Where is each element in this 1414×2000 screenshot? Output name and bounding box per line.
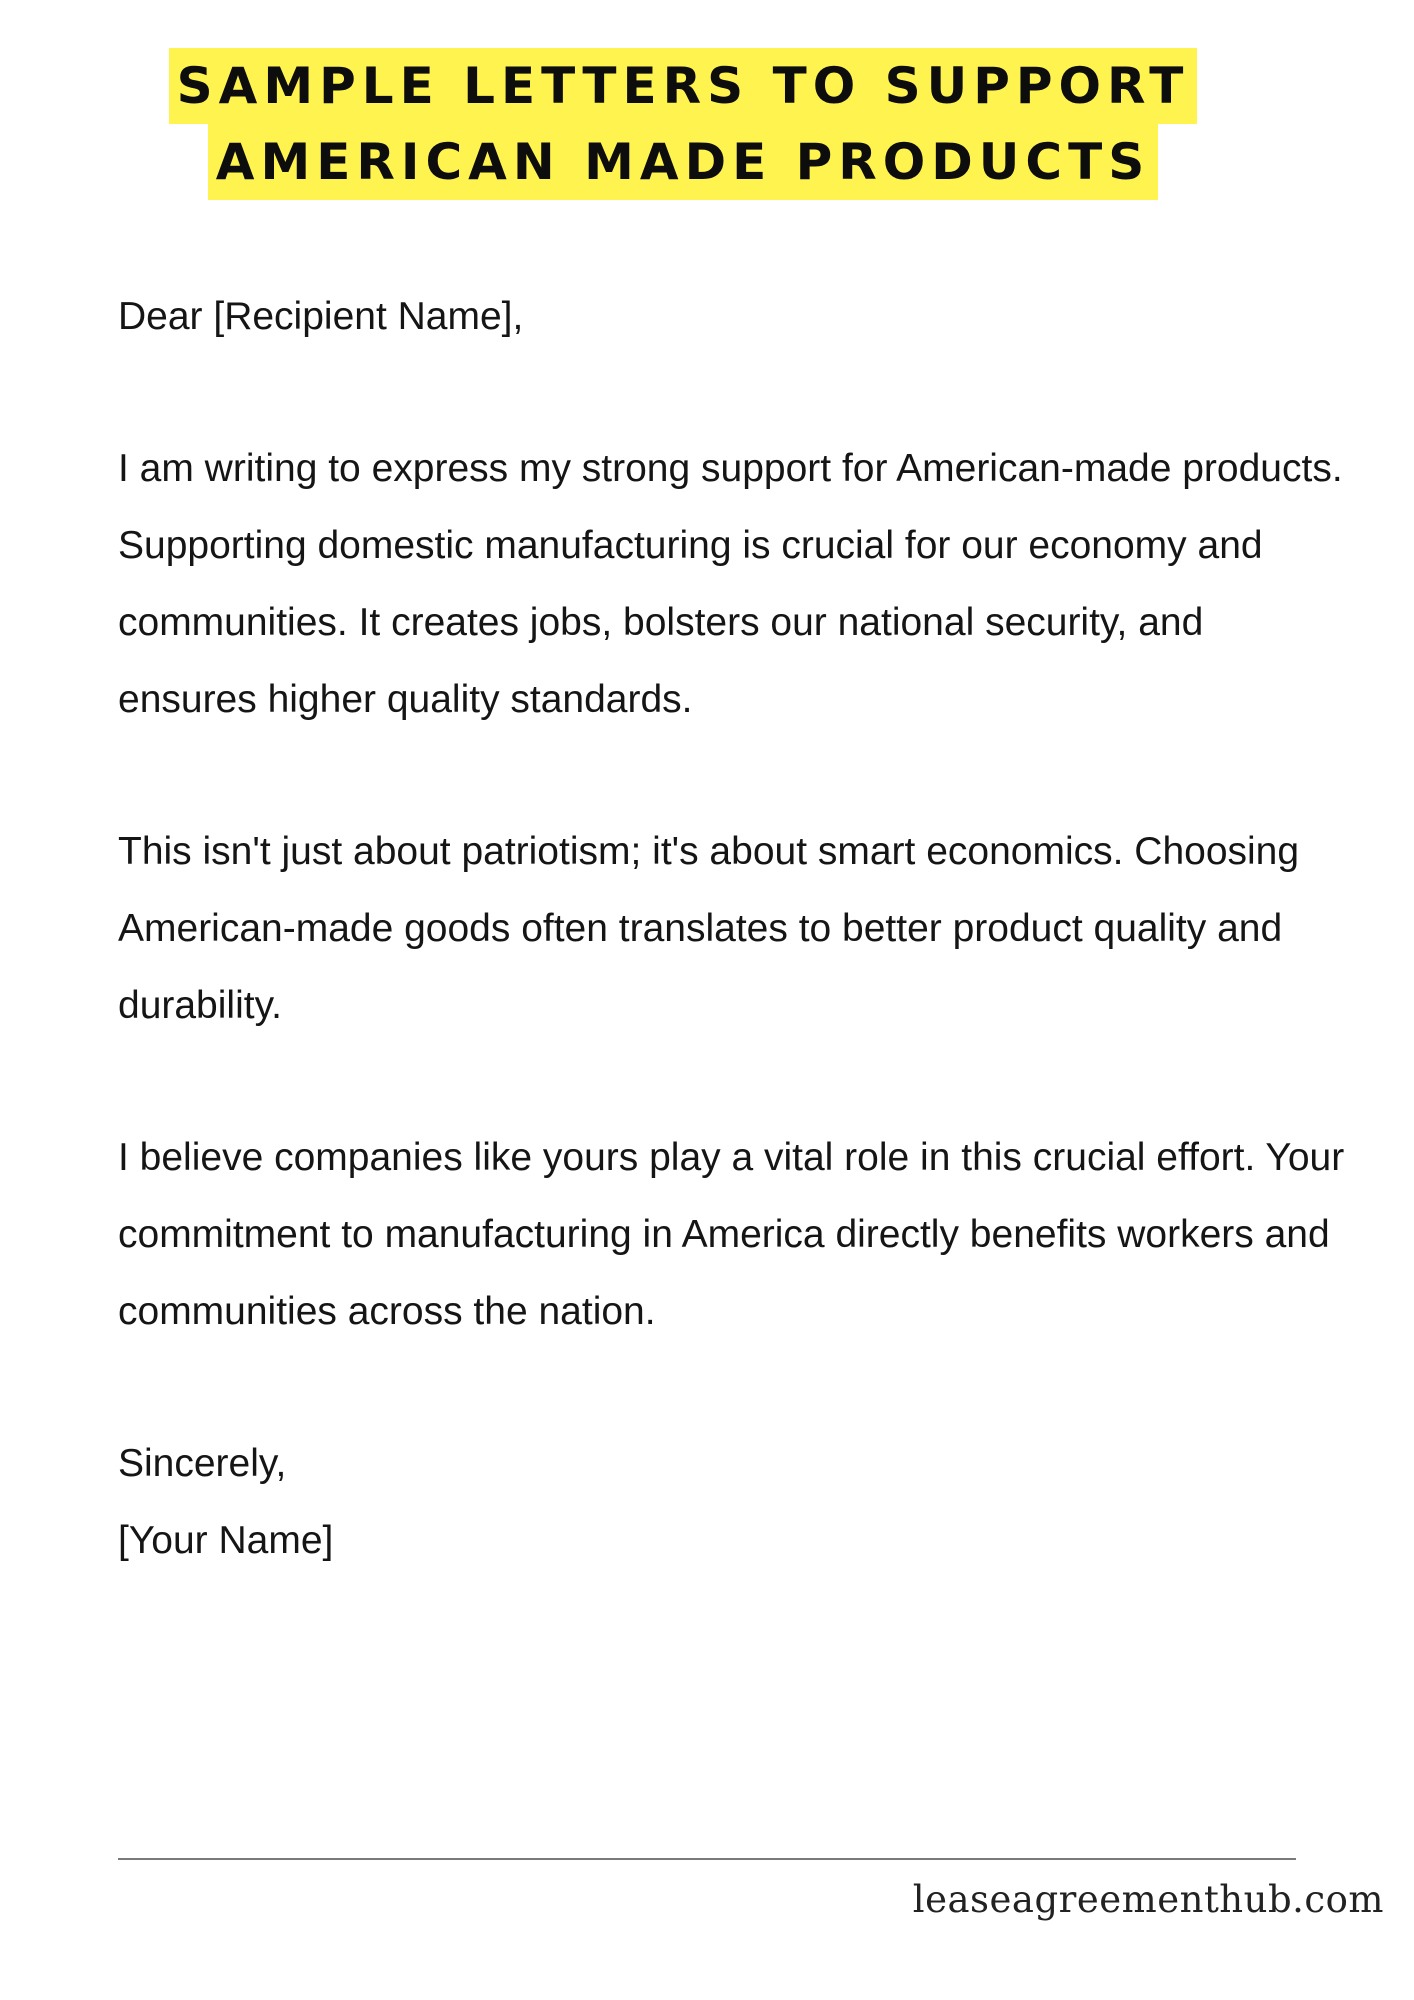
title-line-1: SAMPLE LETTERS TO SUPPORT: [169, 48, 1198, 124]
salutation: Dear [Recipient Name],: [118, 295, 524, 338]
paragraph-1: I am writing to express my strong support for American-made products. Supporting domestic manufacturing is crucial for our economy and communities. It creates jobs, bolsters our national security, and ensures higher quality standards.: [118, 447, 1343, 721]
paragraph-2: This isn't just about patriotism; it's about smart economics. Choosing American-made goods often translates to better product quality and durability.: [118, 830, 1300, 1027]
paragraph-3: I believe companies like yours play a vital role in this crucial effort. Your commitment to manufacturing in America directly benefits workers and communities across the nation.: [118, 1136, 1345, 1333]
closing: Sincerely,: [118, 1442, 287, 1485]
footer-website: leaseagreementhub.com: [912, 1878, 1384, 1921]
letter-body: [118, 278, 1348, 1579]
signature: [Your Name]: [118, 1519, 334, 1562]
page-title: [0, 48, 1366, 200]
footer-divider: [118, 1858, 1296, 1860]
title-line-2: AMERICAN MADE PRODUCTS: [208, 124, 1158, 200]
